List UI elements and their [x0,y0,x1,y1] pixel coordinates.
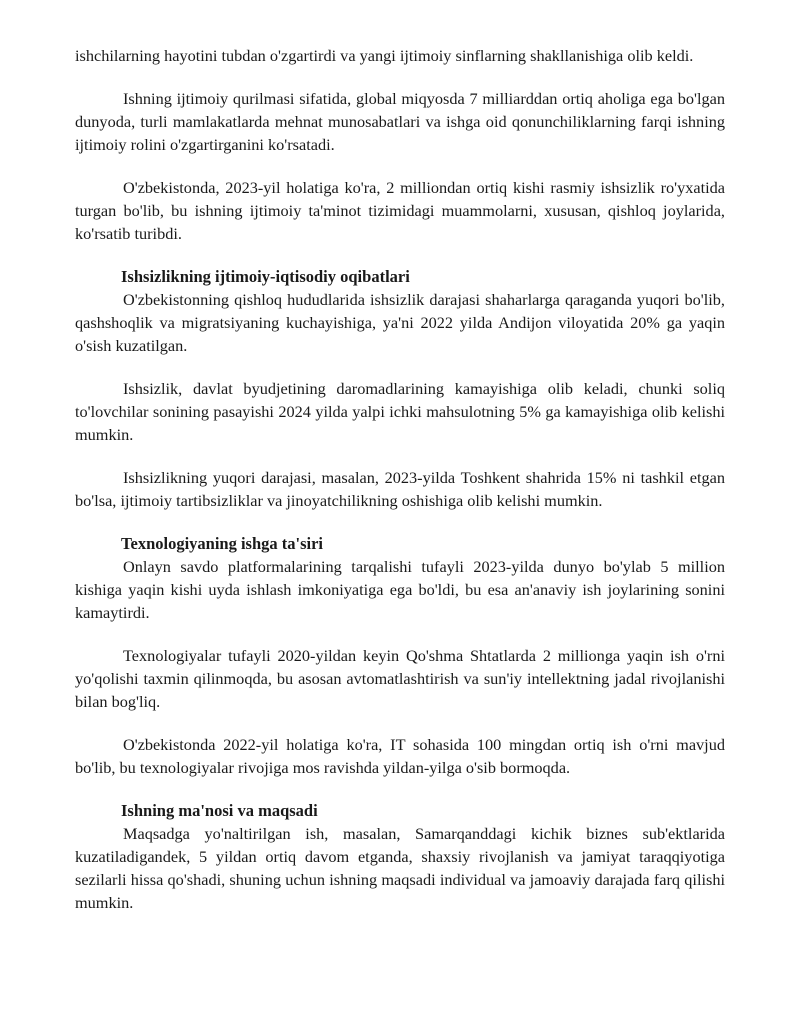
section-heading: Texnologiyaning ishga ta'siri [121,534,324,553]
paragraph: O'zbekistonning qishloq hududlarida ishsizlik darajasi shaharlarga qaraganda yuqori bo'lib, qashshoqlik va migratsiyaning kuchayishiga, ya'ni 2022 yilda Andijon viloyatida 20% ga yaqin o'sish kuzatilgan. [75,290,725,355]
paragraph: O'zbekistonda 2022-yil holatiga ko'ra, IT sohasida 100 mingdan ortiq ish o'rni mavjud bo'lib, bu texnologiyalar rivojiga mos ravishda yildan-yilga o'sib bormoqda. [75,735,725,777]
paragraph: O'zbekistonda, 2023-yil holatiga ko'ra, 2 milliondan ortiq kishi rasmiy ishsizlik ro'yxatida turgan bo'lib, bu ishning ijtimoiy ta'minot tizimidagi muammolarni, xususan, qishloq joylarida, ko'rsatib turibdi. [75,178,725,243]
section-heading: Ishsizlikning ijtimoiy-iqtisodiy oqibatlari [121,267,410,286]
section-heading: Ishning ma'nosi va maqsadi [121,801,318,820]
paragraph: Ishsizlik, davlat byudjetining daromadlarining kamayishiga olib keladi, chunki soliq to'lovchilar sonining pasayishi 2024 yilda yalpi ichki mahsulotning 5% ga kamayishiga olib kelishi mumkin. [75,379,725,444]
paragraph: ishchilarning hayotini tubdan o'zgartirdi va yangi ijtimoiy sinflarning shakllanishiga olib keldi. [75,46,694,65]
paragraph: Onlayn savdo platformalarining tarqalishi tufayli 2023-yilda dunyo bo'ylab 5 million kishiga yaqin kishi uyda ishlash imkoniyatiga ega bo'ldi, bu esa an'anaviy ish joylarining sonini kamaytirdi. [75,557,725,622]
paragraph: Maqsadga yo'naltirilgan ish, masalan, Samarqanddagi kichik biznes sub'ektlarida kuzatiladigandek, 5 yildan ortiq davom etganda, shaxsiy rivojlanish va jamiyat taraqqiyotiga sezilarli hissa qo'shadi, shuning uchun ishning maqsadi individual va jamoaviy darajada farq qilishi mumkin. [75,824,725,912]
paragraph: Ishsizlikning yuqori darajasi, masalan, 2023-yilda Toshkent shahrida 15% ni tashkil etgan bo'lsa, ijtimoiy tartibsizliklar va jinoyatchilikning oshishiga olib kelishi mumkin. [75,468,725,510]
document-page [75,44,725,914]
paragraph: Ishning ijtimoiy qurilmasi sifatida, global miqyosda 7 milliarddan ortiq aholiga ega bo'lgan dunyoda, turli mamlakatlarda mehnat munosabatlari va ishga oid qonunchiliklarning farqi ishning ijtimoiy rolini o'zgartirganini ko'rsatadi. [75,89,725,154]
paragraph: Texnologiyalar tufayli 2020-yildan keyin Qo'shma Shtatlarda 2 millionga yaqin ish o'rni yo'qolishi taxmin qilinmoqda, bu asosan avtomatlashtirish va sun'iy intellektning jadal rivojlanishi bilan bog'liq. [75,646,725,711]
